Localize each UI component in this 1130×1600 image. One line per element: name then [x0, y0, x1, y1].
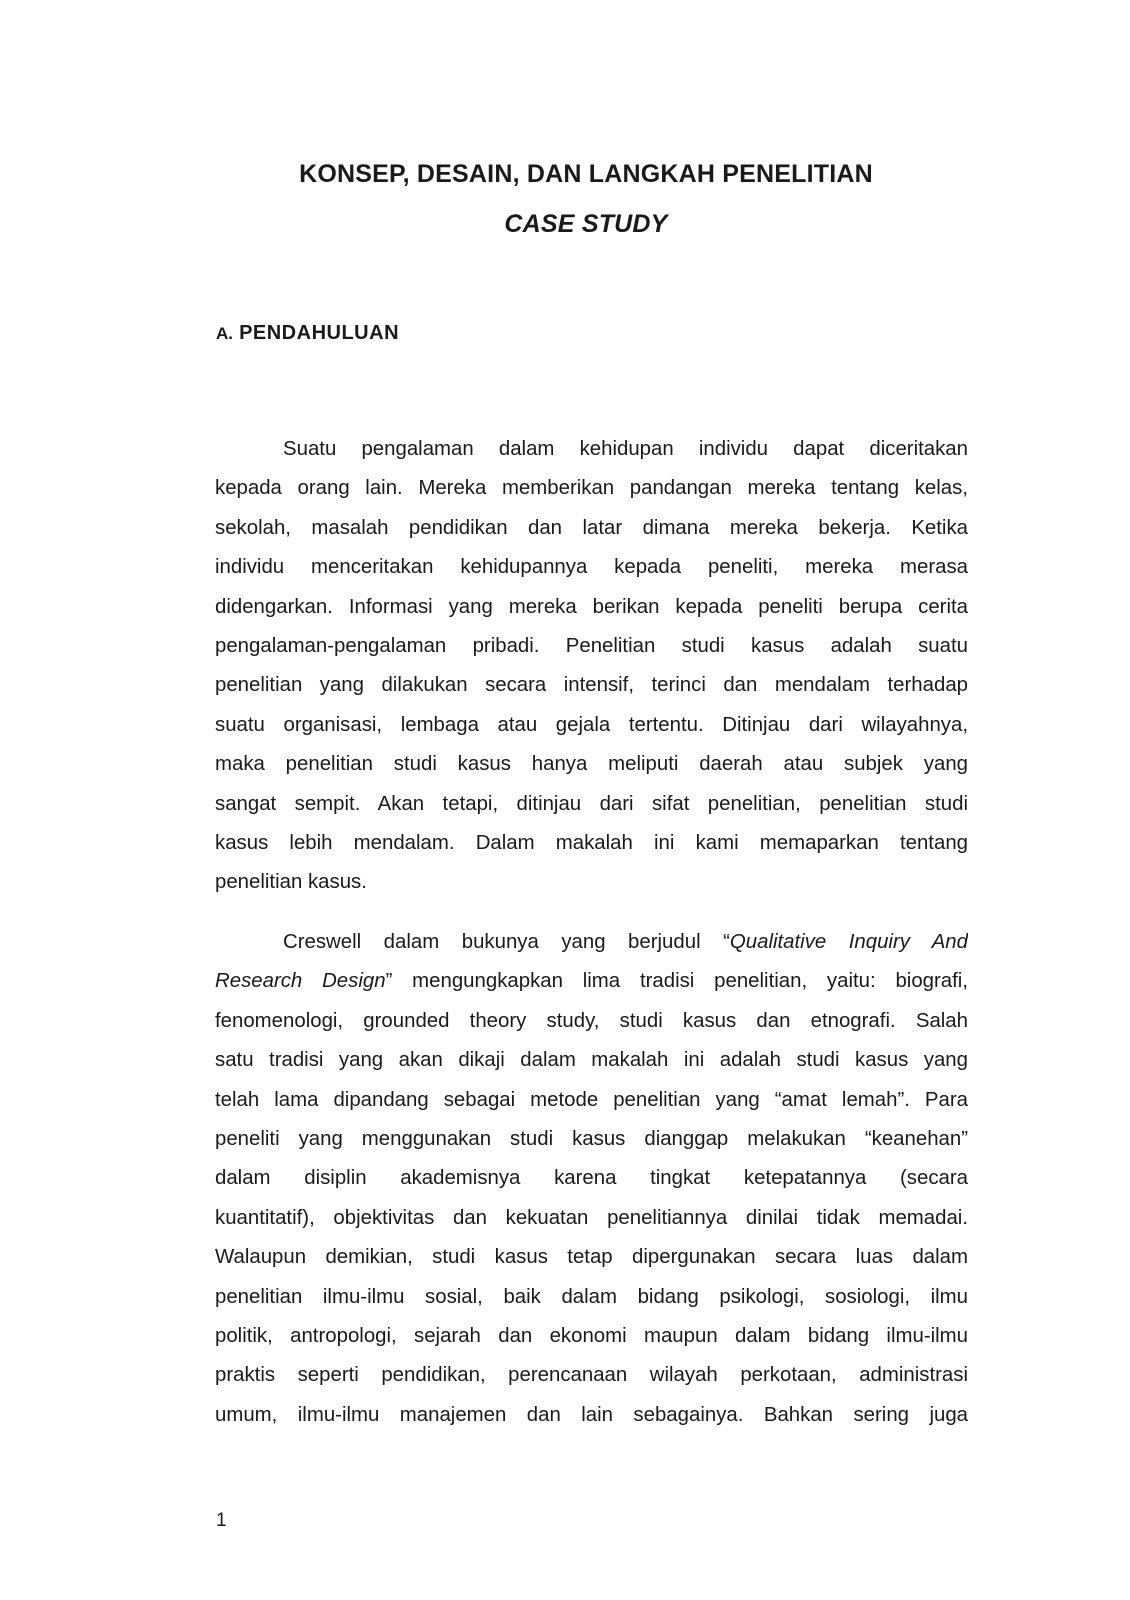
document-subtitle: CASE STUDY	[504, 210, 668, 238]
section-title: PENDAHULUAN	[239, 322, 400, 344]
paragraph-line: fenomenologi, grounded theory study, studi kasus dan etnografi. Salah	[215, 1009, 968, 1032]
paragraph-line: praktis seperti pendidikan, perencanaan wilayah perkotaan, administrasi	[215, 1364, 968, 1387]
book-title-part-2: Research Design	[215, 970, 386, 993]
paragraph-line	[215, 923, 968, 962]
paragraph-line: penelitian ilmu-ilmu sosial, baik dalam bidang psikologi, sosiologi, ilmu	[215, 1285, 968, 1308]
paragraph-line: Walaupun demikian, studi kasus tetap dipergunakan secara luas dalam	[215, 1246, 968, 1269]
paragraph-line: politik, antropologi, sejarah dan ekonomi maupun dalam bidang ilmu-ilmu	[215, 1324, 968, 1347]
paragraph-line: Suatu pengalaman dalam kehidupan individu dapat diceritakan	[283, 438, 968, 460]
text-run: ” mengungkapkan lima tradisi penelitian, yaitu: biografi,	[385, 970, 968, 993]
paragraph-1	[215, 430, 968, 903]
paragraph-line: kasus lebih mendalam. Dalam makalah ini kami memaparkan tentang	[215, 831, 968, 854]
page-number: 1	[216, 1510, 227, 1531]
paragraph-line: penelitian kasus.	[215, 871, 367, 894]
paragraph-2	[215, 923, 968, 1435]
paragraph-line: pengalaman-pengalaman pribadi. Penelitian studi kasus adalah suatu	[215, 634, 968, 657]
paragraph-line: suatu organisasi, lembaga atau gejala tertentu. Ditinjau dari wilayahnya,	[215, 713, 968, 736]
paragraph-line: sangat sempit. Akan tetapi, ditinjau dari sifat penelitian, penelitian studi	[215, 792, 968, 815]
section-letter: A.	[216, 324, 233, 343]
paragraph-line: didengarkan. Informasi yang mereka berikan kepada peneliti berupa cerita	[215, 595, 968, 618]
paragraph-line	[215, 962, 968, 1001]
paragraph-line: satu tradisi yang akan dikaji dalam makalah ini adalah studi kasus yang	[215, 1049, 968, 1072]
paragraph-line: dalam disiplin akademisnya karena tingkat ketepatannya (secara	[215, 1167, 968, 1190]
paragraph-line: individu menceritakan kehidupannya kepada peneliti, mereka merasa	[215, 556, 968, 579]
section-heading	[216, 322, 399, 345]
paragraph-line: kepada orang lain. Mereka memberikan pandangan mereka tentang kelas,	[215, 477, 968, 500]
paragraph-line: peneliti yang menggunakan studi kasus dianggap melakukan “keanehan”	[215, 1127, 968, 1150]
document-title: KONSEP, DESAIN, DAN LANGKAH PENELITIAN	[299, 160, 873, 188]
paragraph-line: kuantitatif), objektivitas dan kekuatan penelitiannya dinilai tidak memadai.	[215, 1206, 968, 1229]
text-run: Creswell dalam bukunya yang berjudul “	[283, 931, 730, 953]
paragraph-line: penelitian yang dilakukan secara intensif, terinci dan mendalam terhadap	[215, 674, 968, 697]
paragraph-line: umum, ilmu-ilmu manajemen dan lain sebagainya. Bahkan sering juga	[215, 1403, 968, 1426]
paragraph-line: telah lama dipandang sebagai metode penelitian yang “amat lemah”. Para	[215, 1088, 968, 1111]
paragraph-line: sekolah, masalah pendidikan dan latar dimana mereka bekerja. Ketika	[215, 516, 968, 539]
paragraph-line: maka penelitian studi kasus hanya meliputi daerah atau subjek yang	[215, 753, 968, 776]
book-title-part-1: Qualitative Inquiry And	[729, 931, 968, 953]
